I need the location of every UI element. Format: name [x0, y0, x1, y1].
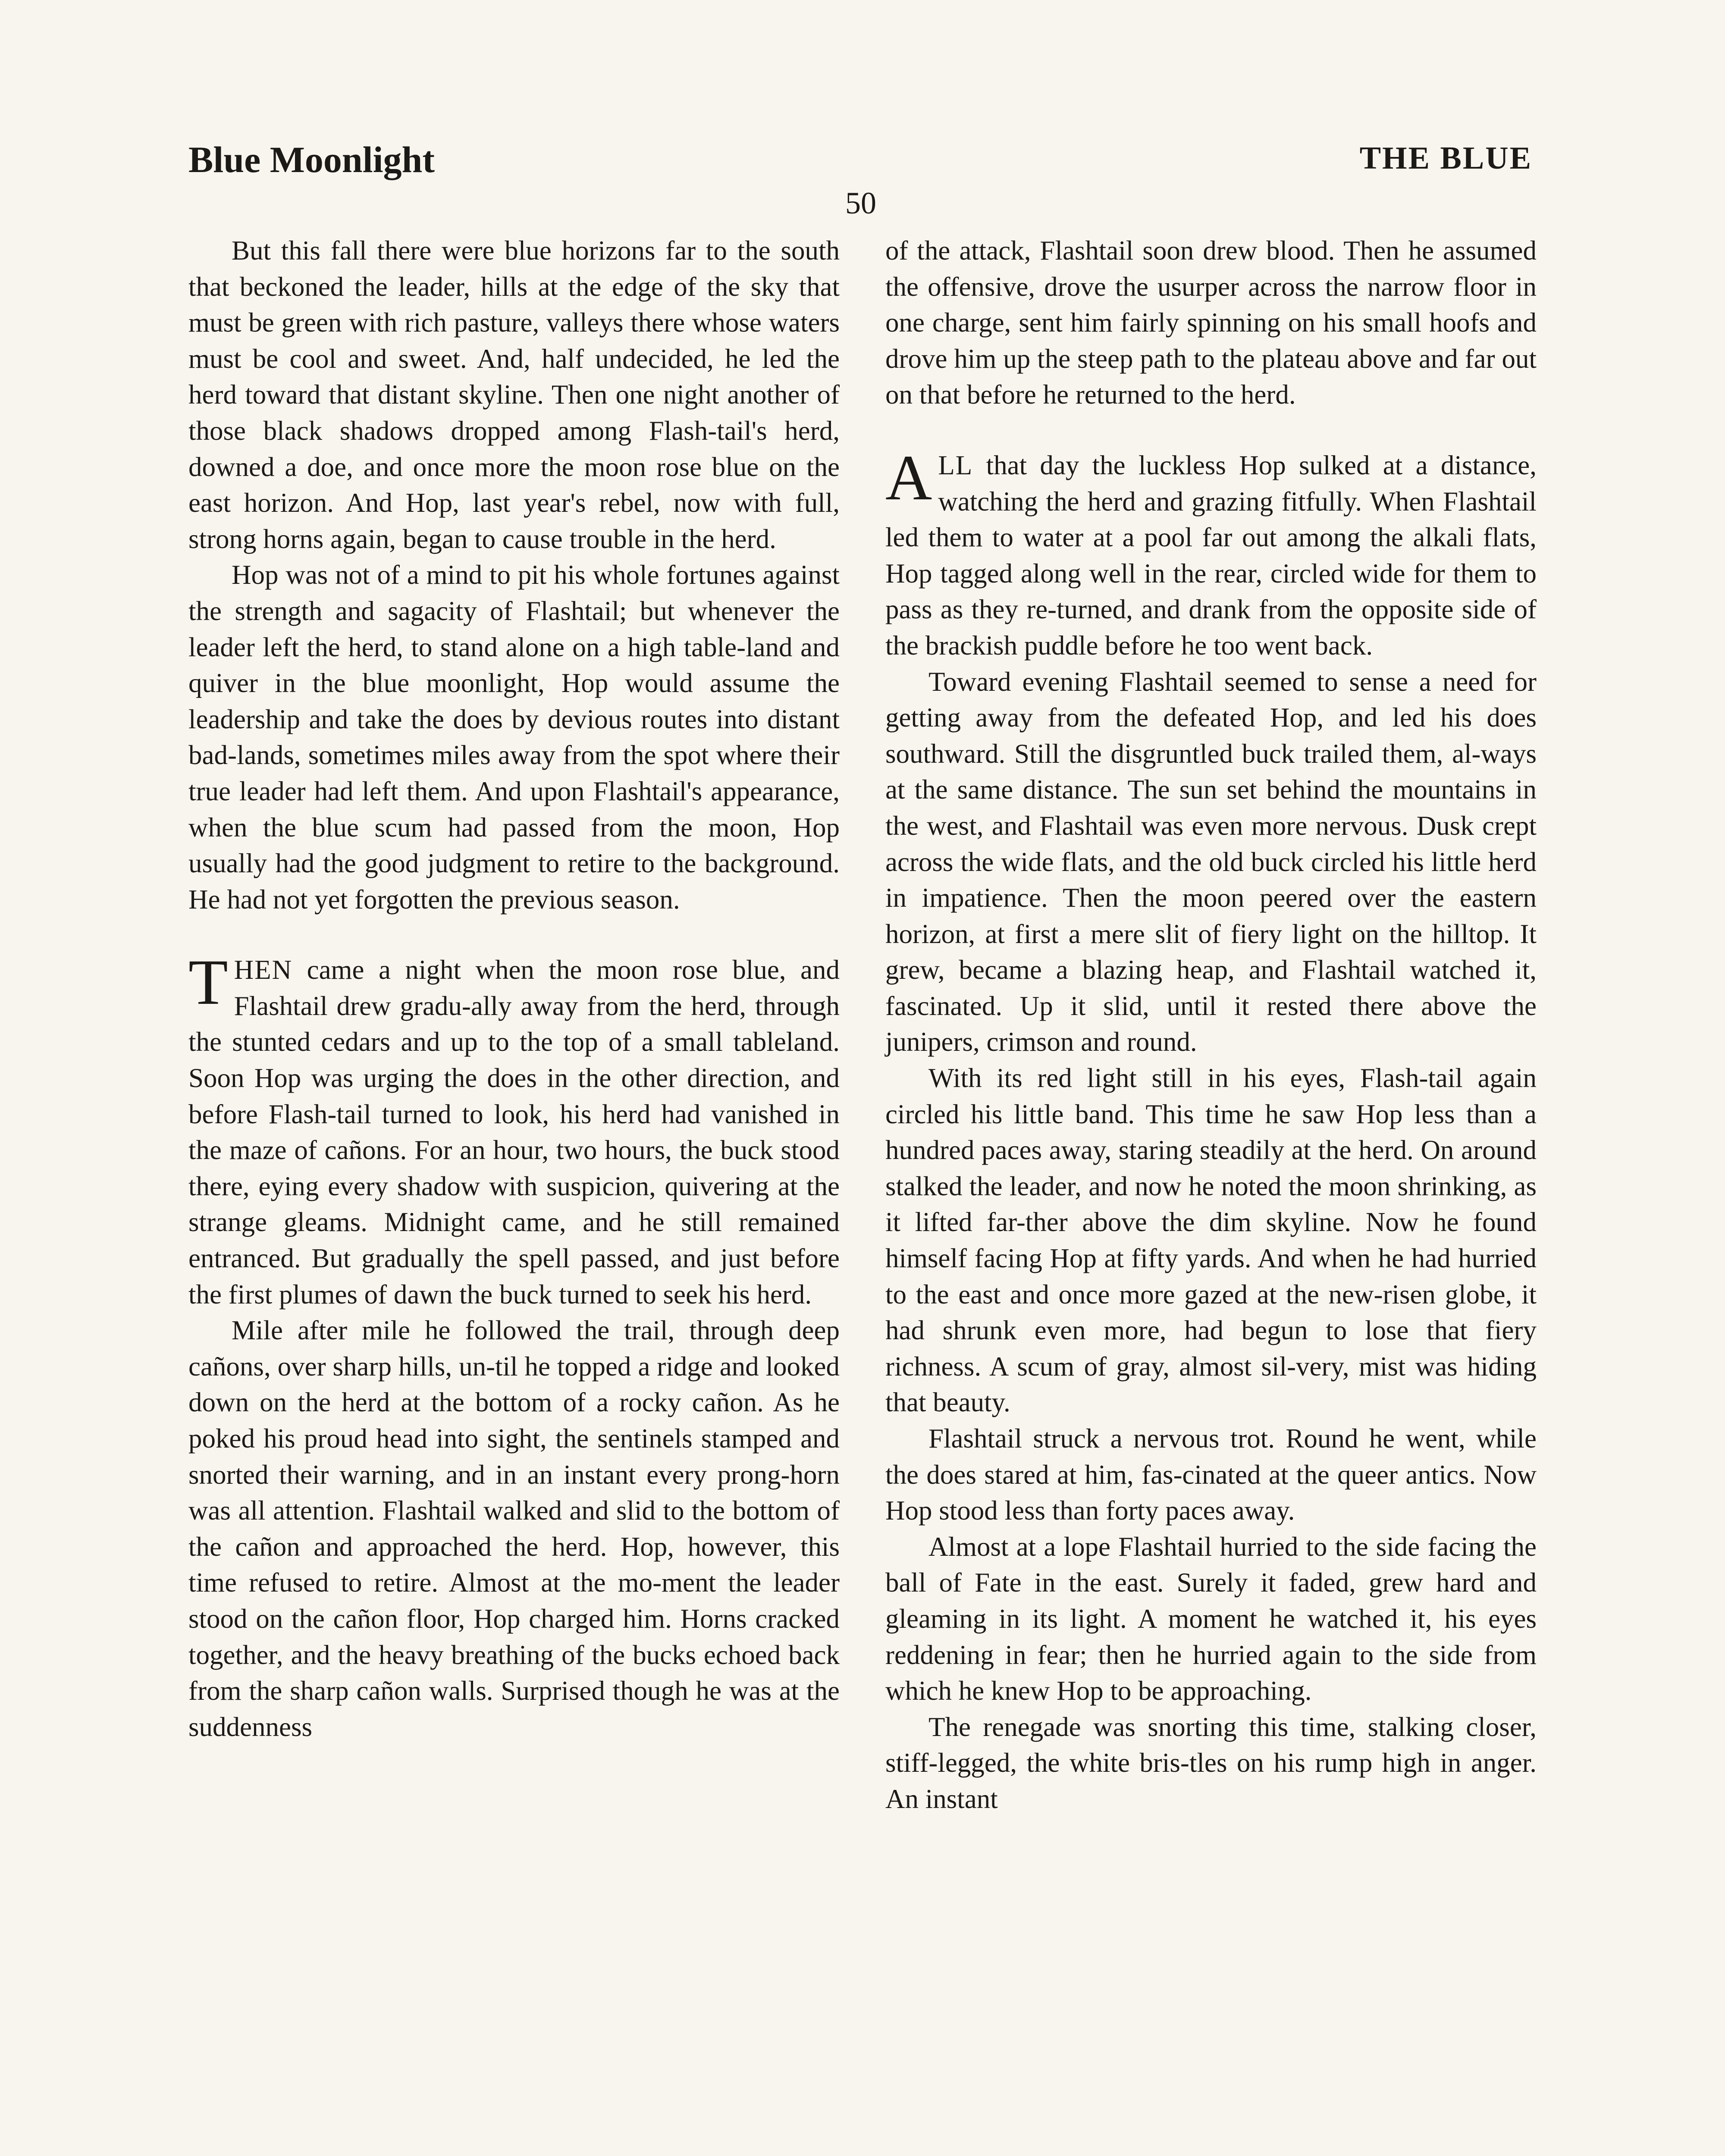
paragraph: Hop was not of a mind to pit his whole fortunes against the strength and sagacity of Flashtail; but whenever the leader left the herd, to stand alone on a high table-land and quiver in the blue moonlight, Hop would assume the leadership and take the does by devious routes into distant bad-lands, sometimes miles away from the spot where their true leader had left them. And upon Flashtail's appearance, when the blue scum had passed from the moon, Hop usually had the good judgment to retire to the background. He had not yet forgotten the previous season.	[188, 560, 840, 915]
paragraph	[885, 442, 1537, 664]
drop-cap: T	[188, 946, 228, 1018]
left-column	[188, 233, 840, 1745]
story-title: Blue Moonlight	[188, 139, 435, 180]
first-word: LL	[938, 450, 973, 480]
magazine-title: THE BLUE	[1359, 141, 1532, 176]
page-number: 50	[845, 186, 876, 220]
paragraph: Mile after mile he followed the trail, through deep cañons, over sharp hills, un-til he topped a ridge and looked down on the herd at the bottom of a rocky cañon. As he poked his proud head into sight, the sentinels stamped and snorted their warning, and in an instant every prong-horn was all attention. Flashtail walked and slid to the bottom of the cañon and approached the herd. Hop, however, this time refused to retire. Almost at the mo-ment the leader stood on the cañon floor, Hop charged him. Horns cracked together, and the heavy breathing of the bucks echoed back from the sharp cañon walls. Surprised though he was at the suddenness	[188, 1315, 840, 1742]
right-column	[885, 233, 1537, 1818]
paragraph: With its red light still in his eyes, Flash-tail again circled his little band. This time he saw Hop less than a hundred paces away, staring steadily at the herd. On around stalked the leader, and now he noted the moon shrinking, as it lifted far-ther above the dim skyline. Now he found himself facing Hop at fifty yards. And when he had hurried to the east and once more gazed at the new-risen globe, it had shrunk even more, had begun to lose that fiery richness. A scum of gray, almost sil-very, mist was hiding that beauty.	[885, 1063, 1537, 1418]
paragraph: The renegade was snorting this time, stalking closer, stiff-legged, the white bris-tles on his rump high in anger. An instant	[885, 1711, 1537, 1814]
drop-cap: A	[885, 442, 932, 514]
paragraph-text: that day the luckless Hop sulked at a distance, watching the herd and grazing fitfully. When Flashtail led them to water at a pool far out among the alkali flats, Hop tagged along well in the rear, circled wide for them to pass as they re-turned, and drank from the opposite side of the brackish puddle before he too went back.	[885, 450, 1537, 661]
paragraph: Toward evening Flashtail seemed to sense a need for getting away from the defeated Hop, and led his does southward. Still the disgruntled buck trailed them, al-ways at the same distance. The sun set behind the mountains in the west, and Flashtail was even more nervous. Dusk crept across the wide flats, and the old buck circled his little herd in impatience. Then the moon peered over the eastern horizon, at first a mere slit of fiery light on the hilltop. It grew, became a blazing heap, and Flashtail watched it, fascinated. Up it slid, until it rested there above the junipers, crimson and round.	[885, 666, 1537, 1057]
paragraph: Flashtail struck a nervous trot. Round he went, while the does stared at him, fas-cinated at the queer antics. Now Hop stood less than forty paces away.	[885, 1423, 1537, 1526]
paragraph: Almost at a lope Flashtail hurried to the side facing the ball of Fate in the east. Surely it faded, grew hard and gleaming in its light. A moment he watched it, his eyes reddening in fear; then he hurried again to the side from which he knew Hop to be approaching.	[885, 1531, 1537, 1706]
first-word: HEN	[234, 955, 293, 985]
paragraph: of the attack, Flashtail soon drew blood. Then he assumed the offensive, drove the usurper across the narrow floor in one charge, sent him fairly spinning on his small hoofs and drove him up the steep path to the plateau above and far out on that before he returned to the herd.	[885, 235, 1537, 410]
paragraph: But this fall there were blue horizons far to the south that beckoned the leader, hills at the edge of the sky that must be green with rich pasture, valleys there whose waters must be cool and sweet. And, half undecided, he led the herd toward that distant skyline. Then one night another of those black shadows dropped among Flash-tail's herd, downed a doe, and once more the moon rose blue on the east horizon. And Hop, last year's rebel, now with full, strong horns again, began to cause trouble in the herd.	[188, 235, 840, 554]
paragraph	[188, 946, 840, 1313]
paragraph-text: came a night when the moon rose blue, and Flashtail drew gradu-ally away from the herd, through the stunted cedars and up to the top of a small tableland. Soon Hop was urging the does in the other direction, and before Flash-tail turned to look, his herd had vanished in the maze of cañons. For an hour, two hours, the buck stood there, eying every shadow with suspicion, quivering at the strange gleams. Midnight came, and he still remained entranced. But gradually the spell passed, and just before the first plumes of dawn the buck turned to seek his herd.	[188, 955, 840, 1310]
